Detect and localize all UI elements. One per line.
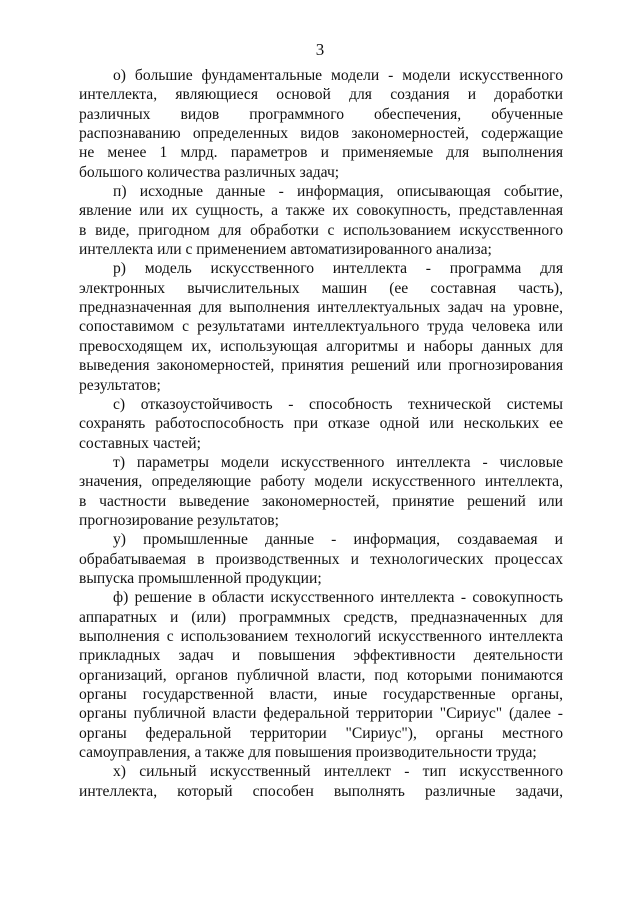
paragraph-p (79, 182, 563, 259)
text-line: значения, определяющие работу модели искусственного интеллекта, (79, 473, 563, 491)
text-line: сопоставимом с результатами интеллектуального труда человека или (79, 318, 563, 336)
text-line: обрабатываемая в производственных и технологических процессах (79, 550, 563, 568)
text-line: результатов; (79, 376, 161, 394)
text-line: выполнения с использованием технологий искусственного интеллекта (79, 627, 563, 645)
paragraph-r (79, 259, 563, 394)
text-line: п) исходные данные - информация, описывающая событие, (113, 183, 563, 201)
paragraph-s (79, 395, 563, 453)
text-line: прикладных задач и повышения эффективности деятельности (79, 647, 563, 665)
text-line: интеллекта, который способен выполнять различные задачи, (79, 782, 563, 800)
text-line: у) промышленные данные - информация, создаваемая и (113, 531, 563, 549)
text-line: в виде, пригодном для обработки с использованием искусственного (79, 221, 563, 239)
text-line: организаций, органов публичной власти, под которыми понимаются (79, 666, 563, 684)
text-line: электронных вычислительных машин (ее составная часть), (79, 279, 563, 297)
text-line: превосходящем их, использующая алгоритмы и наборы данных для (79, 337, 563, 355)
text-line: о) большие фундаментальные модели - модели искусственного (113, 67, 563, 84)
paragraph-t (79, 453, 563, 530)
text-line: самоуправления, а также для повышения производительности труда; (79, 744, 537, 762)
text-line: органы публичной власти федеральной территории "Сириус" (далее - (79, 705, 563, 723)
text-line: в частности выведение закономерностей, принятие решений или (79, 492, 563, 510)
text-line: не менее 1 млрд. параметров и применяемые для выполнения (79, 144, 563, 162)
text-line: т) параметры модели искусственного интеллекта - числовые (113, 453, 563, 471)
text-line: ф) решение в области искусственного интеллекта - совокупность (113, 589, 563, 607)
text-line: аппаратных и (или) программных средств, предназначенных для (79, 608, 563, 626)
text-line: с) отказоустойчивость - способность технической системы (113, 395, 563, 413)
paragraph-h (79, 762, 563, 801)
document-body (79, 66, 563, 801)
text-line: органы государственной власти, иные государственные органы, (79, 686, 563, 703)
text-line: органы федеральной территории "Сириус"), органы местного (79, 724, 563, 742)
text-line: большого количества различных задач; (79, 163, 340, 181)
paragraph-o (79, 66, 563, 182)
text-line: выведения закономерностей, принятия решений или прогнозирования (79, 357, 563, 375)
text-line: выпуска промышленной продукции; (79, 569, 322, 587)
text-line: х) сильный искусственный интеллект - тип искусственного (113, 763, 563, 781)
text-line: распознаванию определенных видов закономерностей, содержащие (79, 125, 563, 143)
text-line: прогнозирование результатов; (79, 511, 279, 529)
text-line: интеллекта, являющиеся основой для создания и доработки (79, 86, 563, 104)
text-line: предназначенная для выполнения интеллектуальных задач на уровне, (79, 299, 563, 317)
page-number: 3 (315, 40, 325, 59)
text-line: интеллекта или с применением автоматизированного анализа; (79, 241, 492, 259)
text-line: р) модель искусственного интеллекта - программа для (113, 260, 563, 278)
text-line: явление или их сущность, а также их совокупность, представленная (79, 202, 563, 220)
text-line: составных частей; (79, 434, 201, 452)
text-line: сохранять работоспособность при отказе одной или нескольких ее (79, 415, 563, 433)
paragraph-f (79, 588, 563, 762)
paragraph-u (79, 530, 563, 588)
text-line: различных видов программного обеспечения, обученные (79, 105, 563, 123)
